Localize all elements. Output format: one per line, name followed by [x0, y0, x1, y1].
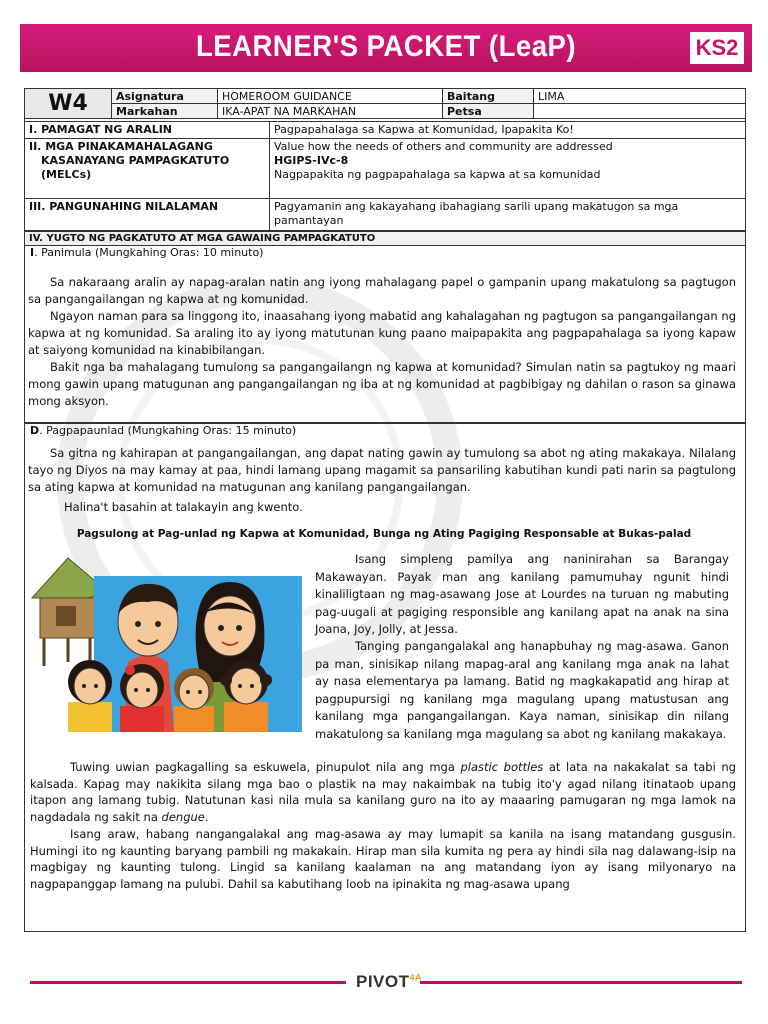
panimula-paragraph-1: Sa nakaraang aralin ay napag-aralan natin ang iyong mahalagang papel o gampanin upang makatulong sa pagtugon sa pangangailangan ng kapwa at ng komunidad.: [28, 275, 736, 306]
yugto-heading: IV. YUGTO NG PAGKATUTO AT MGA GAWAING PAMPAGKATUTO: [24, 231, 746, 246]
asignatura-label: Asignatura: [112, 89, 218, 104]
pagpapaunlad-paragraph-1: Sa gitna ng kahirapan at pangangailangan, ang dapat nating gawin ay tumulong sa abot ng ating makakaya. Nilalang tayo ng Diyos na may kamay at paa, hindi lamang upang magamit sa pansariling kabutihan kundi pati narin sa pagtulong sa ating kapwa at komunidad na matugunan ang kanilang pangangailangan.: [28, 446, 736, 494]
nilalaman-value: Pagyamanin ang kakayahang ibahagiang sarili upang makatugon sa mga pamantayan: [270, 199, 746, 231]
header-table: [24, 88, 746, 119]
panimula-paragraph-3: Bakit nga ba mahalagang tumulong sa pangangailangn ng kapwa at komunidad? Simulan natin sa pagtukoy ng maari mong gawin upang matugunan ang pangangailangan ng iba at ng komunidad at pagbibigay ng dahilan o rason sa ginawa mong aksyon.: [28, 360, 736, 408]
melcs-filipino: Nagpapakita ng pagpapahalaga sa kapwa at sa komunidad: [274, 168, 601, 181]
pagpapaunlad-letter: D: [30, 424, 40, 437]
baitang-value: LIMA: [534, 89, 746, 104]
melcs-english: Value how the needs of others and community are addressed: [274, 140, 613, 153]
pamagat-value: Pagpapahalaga sa Kapwa at Komunidad, Ipapakita Ko!: [270, 122, 746, 139]
panimula-paragraph-2: Ngayon naman para sa linggong ito, inaasahang iyong mabatid ang kahalagahan ng pagtugon sa pangangailangan ng kapwa at ng komunidad. Sa araling ito ay iyong matutunan kung paano maipapakita ang pagpapahalaga sa iyong kapaw at saiyong komunidad na kinabibilangan.: [28, 309, 736, 357]
nilalaman-label: III. PANGUNAHING NILALAMAN: [25, 199, 270, 231]
asignatura-value: HOMEROOM GUIDANCE: [218, 89, 443, 104]
leap-banner: [20, 24, 752, 72]
melcs-label-line: II. MGA PINAKAMAHALAGANG: [29, 140, 213, 153]
markahan-label: Markahan: [112, 104, 218, 119]
pivot-logo-accent: 4A: [409, 972, 423, 983]
pagpapaunlad-heading-text: . Pagpapaunlad (Mungkahing Oras: 15 minuto): [39, 424, 297, 437]
story-paragraph-3-italic: dengue: [161, 809, 205, 824]
petsa-label: Petsa: [443, 104, 534, 119]
footer-rule-left: [30, 981, 346, 984]
baitang-label: Baitang: [443, 89, 534, 104]
panimula-heading: [30, 246, 263, 259]
melcs-code: HGIPS-IVc-8: [274, 154, 349, 167]
week-label: W4: [25, 89, 112, 119]
family-illustration: [28, 552, 304, 732]
packet-title: LEARNER'S PACKET (LeaP): [195, 30, 577, 63]
markahan-value: IKA-APAT NA MARKAHAN: [218, 104, 443, 119]
pamagat-label: I. PAMAGAT NG ARALIN: [25, 122, 270, 139]
pagpapaunlad-paragraph-2: Halina't basahin at talakayin ang kwento.: [64, 500, 303, 514]
story-title: Pagsulong at Pag-unlad ng Kapwa at Komunidad, Bunga ng Ating Pagiging Responsable at Bukas-palad: [76, 528, 692, 540]
story-paragraph-3-part: Tuwing uwian pagkagalling sa eskuwela, pinupulot nila ang mga: [70, 760, 461, 774]
footer-rule-right: [420, 981, 742, 984]
pagpapaunlad-heading: [30, 424, 296, 437]
pivot-logo: [356, 972, 422, 992]
story-paragraph-3-italic: plastic bottles: [460, 760, 544, 774]
melcs-label: [25, 139, 270, 199]
panimula-letter: I: [30, 246, 35, 259]
story-paragraph-1: Isang simpleng pamilya ang naninirahan sa Barangay Makawayan. Payak man ang kanilang pamumuhay ngunit hindi kinaliligtaan ng mag-asawang Jose at Lourdes na turuan ng mabuting pag-uugali at pagiging responsible ang kanilang apat na anak na sina Joana, Joy, Jolly, at Jessa.: [315, 552, 729, 636]
pivot-logo-text: PIVOT: [356, 972, 410, 991]
story-paragraph-2: Tanging pangangalakal ang hanapbuhay ng mag-asawa. Ganon pa man, sinisikap nilang mapag-aral ang kanilang mga anak na lahat ay nasa elementarya pa lamang. Batid ng magkakapatid ang hirap at pagpupursigi ng kanilang mga magulang upang matustusan ang kanilang mga pangangailangan. Kaya naman, sinisikap din nilang makatulong sa kanilang mga magulang sa abot ng kanilang makakaya.: [315, 639, 729, 741]
melcs-value: [270, 139, 746, 199]
story-paragraph-3-part: at lata na nakakalat sa tabi ng kalsada. Kapag may nakikita silang mga bao o plastik na may nakaimbak na tubig ito'y agad nilang itinataob upang itapon ang lamang tubig. Natutunan kasi nila mula sa kanilang guro na ito ay maaaring pamugaran ng mga lamok na nagdadala ng sakit na: [30, 760, 736, 824]
story-paragraph-3-part: .: [204, 809, 209, 824]
story-paragraph-3: [30, 759, 736, 825]
story-paragraph-4: Isang araw, habang nangangalakal ang mag-asawa ay may lumapit sa kanila na isang matandang gusgusin. Humingi ito ng kaunting baryang pambili ng makakain. Hirap man sila kumita ng pera ay hindi sila nag dalawang-isip na magbigay ng kaunting tulong. Lingid sa kanilang kaalaman na ang matandang iyon ay isang milyonaryo na nagpapanggap lamang na pulubi. Dahil sa kabutihang loob na ipinakita ng mag-asawa upang: [30, 827, 736, 891]
melcs-label-line: (MELCs): [41, 168, 92, 181]
ks2-badge: KS2: [690, 32, 744, 64]
petsa-value[interactable]: [534, 104, 746, 119]
panimula-heading-text: . Panimula (Mungkahing Oras: 10 minuto): [34, 246, 264, 259]
lesson-info-table: [24, 121, 746, 231]
melcs-label-line: KASANAYANG PAMPAGKATUTO: [41, 154, 230, 167]
